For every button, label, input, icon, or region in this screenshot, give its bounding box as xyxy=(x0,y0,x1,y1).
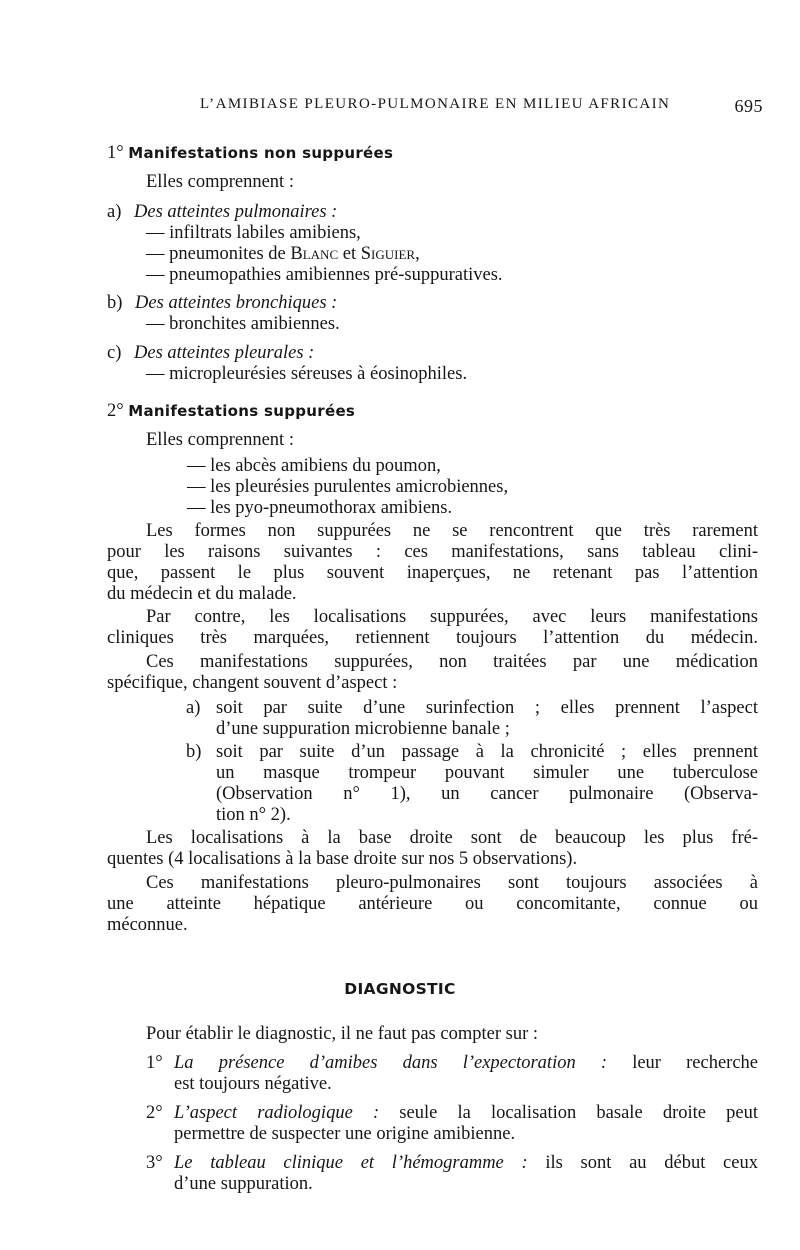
section1-c-heading xyxy=(107,342,314,364)
section1-b-label: b) xyxy=(107,293,123,313)
section1-c-label: c) xyxy=(107,343,122,363)
section1-a-title: Des atteintes pulmonaires : xyxy=(134,202,338,222)
paragraph-line: cliniques très marquées, retiennent toujours l’attention du médecin. xyxy=(107,628,758,648)
list-item xyxy=(146,243,420,265)
list-item-text: — pneumonites de xyxy=(146,244,291,264)
paragraph-line: d’une suppuration microbienne banale ; xyxy=(216,719,510,739)
section2-heading xyxy=(107,400,355,422)
diagnostic-item-1-text: leur recherche xyxy=(607,1053,759,1073)
section1-a-heading xyxy=(107,201,337,223)
paragraph-line: Ces manifestations suppurées, non traitées par une médication xyxy=(146,652,758,672)
diagnostic-item-1-line2: est toujours négative. xyxy=(174,1074,332,1094)
paragraph-line: pour les raisons suivantes : ces manifestations, sans tableau clini- xyxy=(107,542,758,562)
paragraph-line: un masque trompeur pouvant simuler une tuberculose xyxy=(216,763,758,783)
section1-intro: Elles comprennent : xyxy=(146,172,294,192)
paragraph-line: spécifique, changent souvent d’aspect : xyxy=(107,673,398,693)
paragraph-line: Les formes non suppurées ne se rencontrent que très rarement xyxy=(146,521,758,541)
section2-number: 2° xyxy=(107,401,124,421)
diagnostic-item-2-lead: L’aspect radiologique : xyxy=(174,1103,380,1123)
list-item: — les pleurésies purulentes amicrobiennes, xyxy=(187,477,509,497)
diagnostic-item-2-text: seule la localisation basale droite peut xyxy=(379,1103,758,1123)
list-item: — micropleurésies séreuses à éosinophiles. xyxy=(146,364,468,384)
diagnostic-title: DIAGNOSTIC xyxy=(344,980,456,998)
diagnostic-intro: Pour établir le diagnostic, il ne faut pas compter sur : xyxy=(146,1024,538,1044)
diagnostic-item-3 xyxy=(174,1152,758,1174)
author-blanc: Blanc xyxy=(290,244,339,264)
diagnostic-item-3-text: ils sont au début ceux xyxy=(527,1153,758,1173)
diagnostic-item-2 xyxy=(174,1102,758,1124)
punctuation: , xyxy=(415,244,420,264)
diagnostic-item-3-lead: Le tableau clinique et l’hémogramme : xyxy=(174,1153,528,1173)
list-item: — pneumopathies amibiennes pré-suppuratives. xyxy=(146,265,503,285)
paragraph-line: soit par suite d’une surinfection ; elles prennent l’aspect xyxy=(216,698,758,718)
section1-b-title: Des atteintes bronchiques : xyxy=(135,293,338,313)
section1-a-label: a) xyxy=(107,202,122,222)
diagnostic-item-3-number: 3° xyxy=(146,1153,163,1173)
paragraph-line: méconnue. xyxy=(107,915,188,935)
section2-title: Manifestations suppurées xyxy=(128,402,356,420)
section2-intro: Elles comprennent : xyxy=(146,430,294,450)
paragraph-line: que, passent le plus souvent inaperçues, ne retenant pas l’attention xyxy=(107,563,758,583)
conjunction: et xyxy=(338,244,361,264)
section1-title: Manifestations non suppurées xyxy=(128,144,394,162)
paragraph-line: Les localisations à la base droite sont de beaucoup les plus fré- xyxy=(146,828,758,848)
paragraph-line: (Observation n° 1), un cancer pulmonaire (Observa- xyxy=(216,784,758,804)
section1-b-heading xyxy=(107,292,337,314)
diagnostic-item-2-line2: permettre de suspecter une origine amibienne. xyxy=(174,1124,516,1144)
list-item: — les pyo-pneumothorax amibiens. xyxy=(187,498,453,518)
section1-number: 1° xyxy=(107,143,124,163)
list-item: — les abcès amibiens du poumon, xyxy=(187,456,441,476)
paragraph-line: Par contre, les localisations suppurées, avec leurs manifestations xyxy=(146,607,758,627)
author-siguier: Siguier xyxy=(360,244,416,264)
paragraph-line: tion n° 2). xyxy=(216,805,291,825)
list-label: b) xyxy=(186,742,202,762)
paragraph-line: une atteinte hépatique antérieure ou concomitante, connue ou xyxy=(107,894,758,914)
paragraph-line: du médecin et du malade. xyxy=(107,584,297,604)
section1-c-title: Des atteintes pleurales : xyxy=(134,343,315,363)
list-item: — bronchites amibiennes. xyxy=(146,314,340,334)
diagnostic-item-1-lead: La présence d’amibes dans l’expectoration : xyxy=(174,1053,608,1073)
paragraph-line: soit par suite d’un passage à la chronicité ; elles prennent xyxy=(216,742,758,762)
running-title: L’AMIBIASE PLEURO-PULMONAIRE EN MILIEU AFRICAIN xyxy=(200,96,671,112)
diagnostic-item-1-number: 1° xyxy=(146,1053,163,1073)
list-label: a) xyxy=(186,698,201,718)
paragraph-line: Ces manifestations pleuro-pulmonaires sont toujours associées à xyxy=(146,873,758,893)
diagnostic-item-2-number: 2° xyxy=(146,1103,163,1123)
page-number: 695 xyxy=(734,96,763,116)
diagnostic-item-1 xyxy=(174,1052,758,1074)
section1-heading xyxy=(107,142,393,164)
paragraph-line: quentes (4 localisations à la base droite sur nos 5 observations). xyxy=(107,849,578,869)
list-item: — infiltrats labiles amibiens, xyxy=(146,223,361,243)
diagnostic-item-3-line2: d’une suppuration. xyxy=(174,1174,313,1194)
